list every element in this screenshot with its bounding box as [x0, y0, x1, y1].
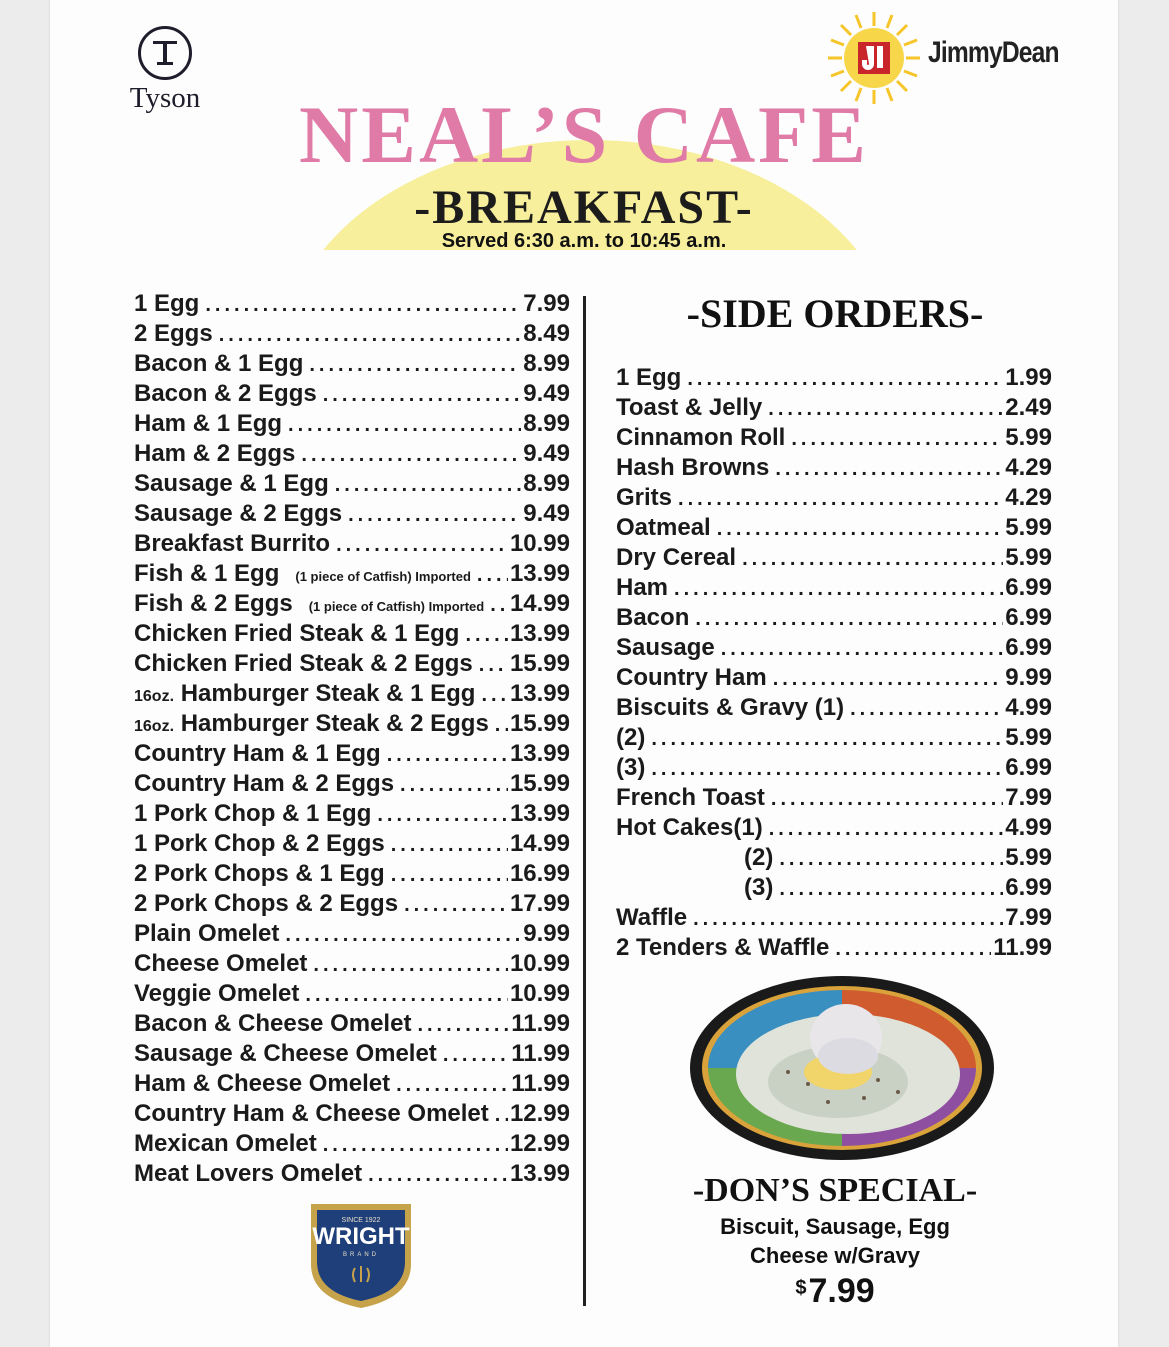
item-price: 5.99 — [1005, 844, 1052, 871]
item-name-text: Chicken Fried Steak & 2 Eggs — [134, 650, 473, 677]
item-name-text: Chicken Fried Steak & 1 Egg — [134, 620, 460, 647]
item-price: 1.99 — [1005, 364, 1052, 391]
dot-leader — [368, 1164, 508, 1187]
tyson-wordmark: Tyson — [129, 82, 201, 114]
side-order-item — [616, 544, 1052, 574]
dot-leader — [417, 1014, 509, 1037]
side-order-item — [616, 934, 1052, 964]
dot-leader — [285, 924, 521, 947]
item-price: 4.29 — [1005, 484, 1052, 511]
item-price: 9.49 — [523, 440, 570, 467]
item-name — [134, 620, 459, 648]
item-price: 13.99 — [509, 740, 570, 767]
dot-leader — [687, 368, 1003, 391]
item-name: (2) — [744, 844, 774, 871]
item-name: 1 Egg — [616, 364, 682, 391]
item-name — [134, 650, 473, 678]
side-order-item — [616, 754, 1052, 784]
breakfast-item — [134, 1100, 570, 1130]
item-name — [134, 350, 303, 378]
item-name-text: 1 Egg — [134, 290, 200, 317]
item-price: 16.99 — [509, 860, 570, 887]
dot-leader — [779, 848, 1003, 871]
item-price: 13.99 — [509, 1160, 570, 1187]
item-name-text: Breakfast Burrito — [134, 530, 331, 557]
cafe-title: NEAL’S CAFE — [299, 89, 869, 180]
item-name-text: 2 Pork Chops & 2 Eggs — [134, 890, 399, 917]
dot-leader — [495, 1104, 508, 1127]
item-size-prefix: 16oz. — [134, 688, 175, 705]
dot-leader — [309, 354, 521, 377]
item-name — [134, 560, 279, 588]
item-price: 6.99 — [1005, 574, 1052, 601]
breakfast-item — [134, 680, 570, 710]
jimmy-dean-wordmark: JimmyDean — [928, 36, 1059, 69]
dot-leader — [387, 744, 508, 767]
breakfast-item — [134, 740, 570, 770]
item-name-text: 2 Eggs — [134, 320, 213, 347]
item-price: 5.99 — [1005, 514, 1052, 541]
breakfast-item — [134, 830, 570, 860]
item-price: 12.99 — [509, 1100, 570, 1127]
side-order-item — [616, 514, 1052, 544]
item-price: 9.99 — [523, 920, 570, 947]
dot-leader — [779, 878, 1003, 901]
item-name-text: Country Ham & 2 Eggs — [134, 770, 395, 797]
dot-leader — [678, 488, 1003, 511]
side-order-item — [616, 634, 1052, 664]
wright-since-text: SINCE 1922 — [341, 1217, 381, 1224]
item-name — [134, 320, 213, 348]
dot-leader — [651, 758, 1003, 781]
breakfast-item — [134, 320, 570, 350]
item-price: 7.99 — [1005, 904, 1052, 931]
item-price: 13.99 — [509, 680, 570, 707]
side-order-item — [616, 484, 1052, 514]
dot-leader — [391, 834, 508, 857]
item-price: 4.99 — [1005, 694, 1052, 721]
special-price-value: 7.99 — [808, 1272, 875, 1310]
breakfast-item — [134, 770, 570, 800]
dot-leader — [773, 668, 1004, 691]
dot-leader — [693, 908, 1003, 931]
breakfast-item — [134, 350, 570, 380]
item-price: 13.99 — [509, 800, 570, 827]
item-name: Hot Cakes(1) — [616, 814, 763, 841]
item-name-text: 2 Pork Chops & 1 Egg — [134, 860, 385, 887]
item-name — [134, 740, 381, 768]
breakfast-item — [134, 1070, 570, 1100]
item-name: Hash Browns — [616, 454, 770, 481]
item-name: Cinnamon Roll — [616, 424, 786, 451]
wright-wordmark: WRIGHT — [312, 1223, 410, 1250]
special-price — [610, 1272, 1060, 1311]
breakfast-item — [134, 380, 570, 410]
dot-leader — [443, 1044, 509, 1067]
dot-leader — [477, 564, 508, 587]
breakfast-item — [134, 1160, 570, 1190]
item-name — [134, 1130, 317, 1158]
item-size-prefix: 16oz. — [134, 718, 175, 735]
item-price: 15.99 — [509, 770, 570, 797]
dot-leader — [721, 638, 1004, 661]
side-order-item — [616, 604, 1052, 634]
side-order-item — [616, 724, 1052, 754]
side-order-item — [616, 844, 1052, 874]
breakfast-item — [134, 800, 570, 830]
item-price: 7.99 — [1005, 784, 1052, 811]
item-price: 11.99 — [993, 934, 1052, 961]
breakfast-list — [134, 290, 570, 1190]
breakfast-item — [134, 890, 570, 920]
item-name — [134, 290, 199, 318]
item-name — [134, 470, 329, 498]
side-order-item — [616, 574, 1052, 604]
item-price: 9.99 — [1005, 664, 1052, 691]
dot-leader — [768, 398, 1003, 421]
dot-leader — [771, 788, 1003, 811]
item-name-text: Sausage & 2 Eggs — [134, 500, 343, 527]
item-name — [134, 1010, 411, 1038]
item-name — [134, 1040, 437, 1068]
item-name-text: Bacon & 1 Egg — [134, 350, 304, 377]
dot-leader — [335, 474, 522, 497]
item-price: 11.99 — [511, 1070, 570, 1097]
item-name — [134, 1070, 390, 1098]
item-name — [134, 860, 385, 888]
item-name — [134, 770, 394, 798]
breakfast-item — [134, 980, 570, 1010]
item-name — [134, 590, 293, 618]
item-name-text: Bacon & Cheese Omelet — [134, 1010, 412, 1037]
breakfast-item — [134, 290, 570, 320]
item-name-text: Sausage & 1 Egg — [134, 470, 329, 497]
item-price: 14.99 — [509, 590, 570, 617]
item-name-text: Bacon & 2 Eggs — [134, 380, 317, 407]
dot-leader — [717, 518, 1004, 541]
item-name-text: Plain Omelet — [134, 920, 280, 947]
dot-leader — [400, 774, 508, 797]
serving-hours: Served 6:30 a.m. to 10:45 a.m. — [441, 230, 727, 252]
item-price: 5.99 — [1005, 724, 1052, 751]
item-price: 15.99 — [509, 710, 570, 737]
special-line-1: Biscuit, Sausage, Egg — [720, 1214, 950, 1239]
item-price: 2.49 — [1005, 394, 1052, 421]
dot-leader — [323, 1134, 508, 1157]
item-name — [134, 500, 342, 528]
item-name: Bacon — [616, 604, 690, 631]
breakfast-item — [134, 620, 570, 650]
item-price: 5.99 — [1005, 544, 1052, 571]
dot-leader — [674, 578, 1003, 601]
dot-leader — [396, 1074, 509, 1097]
tyson-mark-icon — [138, 26, 192, 80]
item-name: Ham — [616, 574, 669, 601]
item-name: Country Ham — [616, 664, 767, 691]
item-name-text: Country Ham & Cheese Omelet — [134, 1100, 489, 1127]
special-currency: $ — [795, 1277, 807, 1299]
item-price: 8.99 — [523, 410, 570, 437]
breakfast-item — [134, 500, 570, 530]
item-name-text: Country Ham & 1 Egg — [134, 740, 381, 767]
item-name-text: Ham & 2 Eggs — [134, 440, 296, 467]
breakfast-item — [134, 860, 570, 890]
item-name-text: Veggie Omelet — [134, 980, 300, 1007]
dot-leader — [288, 414, 521, 437]
item-name-text: 1 Pork Chop & 1 Egg — [134, 800, 372, 827]
item-name: (2) — [616, 724, 646, 751]
item-name — [134, 380, 317, 408]
biscuits-gravy-plate-image — [688, 972, 996, 1162]
item-name: Toast & Jelly — [616, 394, 763, 421]
side-order-item — [616, 694, 1052, 724]
side-order-item — [616, 424, 1052, 454]
dot-leader — [391, 864, 508, 887]
item-name — [134, 920, 279, 948]
item-name: Grits — [616, 484, 673, 511]
wright-brand-text: BRAND — [342, 1252, 380, 1258]
wright-brand-logo — [305, 1198, 417, 1310]
item-name-text: Meat Lovers Omelet — [134, 1160, 363, 1187]
item-price: 15.99 — [509, 650, 570, 677]
item-price: 6.99 — [1005, 874, 1052, 901]
item-price: 10.99 — [509, 530, 570, 557]
item-price: 4.29 — [1005, 454, 1052, 481]
item-name-text: Hamburger Steak & 2 Eggs — [180, 710, 489, 737]
breakfast-item — [134, 590, 570, 620]
item-price: 11.99 — [511, 1040, 570, 1067]
side-order-item — [616, 874, 1052, 904]
dot-leader — [313, 954, 508, 977]
item-price: 14.99 — [509, 830, 570, 857]
side-order-item — [616, 394, 1052, 424]
item-price: 5.99 — [1005, 424, 1052, 451]
item-name-text: Sausage & Cheese Omelet — [134, 1040, 437, 1067]
dot-leader — [305, 984, 508, 1007]
side-order-item — [616, 664, 1052, 694]
dot-leader — [775, 458, 1003, 481]
breakfast-item — [134, 920, 570, 950]
item-name — [134, 890, 398, 918]
special-description — [610, 1212, 1060, 1270]
item-name — [134, 680, 475, 708]
item-name-text: Hamburger Steak & 1 Egg — [180, 680, 476, 707]
item-name — [134, 980, 299, 1008]
item-name: Dry Cereal — [616, 544, 737, 571]
item-price: 8.49 — [523, 320, 570, 347]
breakfast-item — [134, 440, 570, 470]
dot-leader — [651, 728, 1003, 751]
side-order-item — [616, 904, 1052, 934]
item-name-text: Ham & 1 Egg — [134, 410, 283, 437]
column-divider — [583, 296, 586, 1306]
dot-leader — [791, 428, 1003, 451]
dot-leader — [850, 698, 1003, 721]
side-orders-heading: -SIDE ORDERS- — [686, 291, 984, 336]
dot-leader — [769, 818, 1004, 841]
dot-leader — [465, 624, 508, 647]
breakfast-item — [134, 530, 570, 560]
item-name: French Toast — [616, 784, 765, 811]
breakfast-item — [134, 1010, 570, 1040]
item-price: 10.99 — [509, 950, 570, 977]
item-name — [134, 440, 295, 468]
dot-leader — [835, 938, 991, 961]
special-line-2: Cheese w/Gravy — [750, 1243, 920, 1268]
item-price: 10.99 — [509, 980, 570, 1007]
item-price: 4.99 — [1005, 814, 1052, 841]
item-price: 8.99 — [523, 470, 570, 497]
dot-leader — [695, 608, 1003, 631]
dot-leader — [481, 684, 508, 707]
dot-leader — [219, 324, 522, 347]
side-orders-list — [616, 364, 1052, 964]
item-name — [134, 410, 282, 438]
breakfast-heading: -BREAKFAST- — [414, 181, 754, 234]
item-price: 13.99 — [509, 620, 570, 647]
dot-leader — [490, 594, 508, 617]
item-price: 6.99 — [1005, 634, 1052, 661]
side-order-item — [616, 364, 1052, 394]
breakfast-item — [134, 470, 570, 500]
breakfast-item — [134, 1040, 570, 1070]
item-name: (3) — [744, 874, 774, 901]
item-note: (1 piece of Catfish) Imported — [295, 569, 471, 584]
item-name-text: Ham & Cheese Omelet — [134, 1070, 391, 1097]
dot-leader — [404, 894, 508, 917]
item-price: 7.99 — [523, 290, 570, 317]
item-price: 11.99 — [511, 1010, 570, 1037]
item-price: 13.99 — [509, 560, 570, 587]
breakfast-item — [134, 950, 570, 980]
special-heading: -DON’S SPECIAL- — [692, 1172, 978, 1209]
item-name-text: Fish & 1 Egg — [134, 560, 280, 587]
dot-leader — [377, 804, 508, 827]
breakfast-item — [134, 1130, 570, 1160]
side-order-item — [616, 454, 1052, 484]
item-price: 17.99 — [509, 890, 570, 917]
item-note: (1 piece of Catfish) Imported — [308, 599, 485, 614]
item-price: 8.99 — [523, 350, 570, 377]
breakfast-item — [134, 710, 570, 740]
dot-leader — [336, 534, 508, 557]
item-name: Biscuits & Gravy (1) — [616, 694, 845, 721]
item-name — [134, 530, 330, 558]
item-price: 6.99 — [1005, 754, 1052, 781]
item-price: 9.49 — [523, 380, 570, 407]
breakfast-item — [134, 560, 570, 590]
item-name — [134, 1160, 362, 1188]
dot-leader — [742, 548, 1003, 571]
dot-leader — [348, 504, 521, 527]
item-name: Waffle — [616, 904, 688, 931]
dot-leader — [301, 444, 521, 467]
dot-leader — [479, 654, 508, 677]
dot-leader — [205, 294, 521, 317]
item-name-text: Mexican Omelet — [134, 1130, 317, 1157]
item-price: 6.99 — [1005, 604, 1052, 631]
breakfast-item — [134, 410, 570, 440]
side-order-item — [616, 814, 1052, 844]
item-price: 12.99 — [509, 1130, 570, 1157]
item-name-text: 1 Pork Chop & 2 Eggs — [134, 830, 385, 857]
item-name — [134, 1100, 489, 1128]
item-price: 9.49 — [523, 500, 570, 527]
item-name — [134, 710, 489, 738]
item-name: (3) — [616, 754, 646, 781]
dot-leader — [323, 384, 522, 407]
item-name: Oatmeal — [616, 514, 711, 541]
item-name: Sausage — [616, 634, 715, 661]
menu-page — [50, 0, 1118, 1347]
breakfast-item — [134, 650, 570, 680]
item-name — [134, 800, 371, 828]
side-order-item — [616, 784, 1052, 814]
item-name — [134, 950, 307, 978]
item-name-text: Fish & 2 Eggs — [134, 590, 293, 617]
item-name-text: Cheese Omelet — [134, 950, 308, 977]
dot-leader — [495, 714, 508, 737]
item-name — [134, 830, 385, 858]
item-name: 2 Tenders & Waffle — [616, 934, 830, 961]
